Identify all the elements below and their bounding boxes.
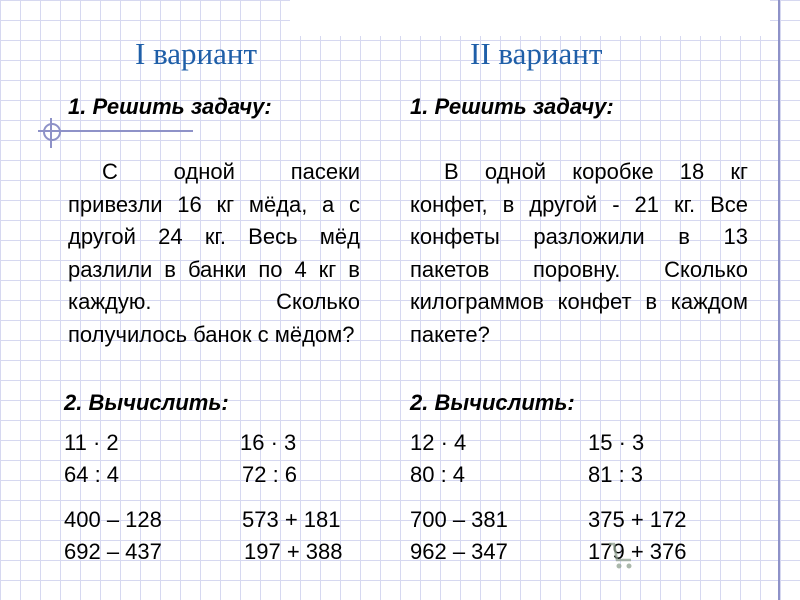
variant-1-title: I вариант [135,36,258,71]
variant-2-expression: 375 + 172 [588,507,687,532]
variant-2-expression: 81 : 3 [588,462,644,487]
variant-1-expression: 692 – 437 [64,539,162,564]
ruler-ring-icon [43,123,61,141]
variant-2-task1-heading: 1. Решить задачу: [410,94,614,119]
variant-2-expression: 12 · 4 [410,430,467,455]
variant-2-task2-heading: 2. Вычислить: [410,390,575,415]
variant-1-expression: 16 · 3 [240,430,297,455]
variant-1-expression: 11 · 2 [64,430,119,455]
variant-1-task1-heading: 1. Решить задачу: [68,94,272,119]
variant-2-title: II вариант [470,36,603,71]
cart-watermark-icon [607,540,635,570]
variant-2-expression: 179 + 376 [588,539,687,564]
variant-2-expression: 962 – 347 [410,539,508,564]
variant-1-expression: 72 : 6 [242,462,298,487]
variant-2-expression: 15 · 3 [588,430,645,455]
variant-2-problem-text: В одной коробке 18 кг конфет, в другой - 21 кг. Все конфеты разложили в 13 пакетов поровну. Сколько килограммов конфет в каждом пакете? [410,159,748,347]
variant-1-expression: 573 + 181 [242,507,341,532]
variant-2-expression: 80 : 4 [410,462,466,487]
right-margin-rule [778,0,780,600]
variant-1-problem-text: С одной пасеки привезли 16 кг мёда, а с другой 24 кг. Весь мёд разлили в банки по 4 кг в каждую. Сколько получилось банок с мёдом? [68,159,360,347]
variant-1-task2-heading: 2. Вычислить: [64,390,229,415]
variant-1-expression: 64 : 4 [64,462,120,487]
variant-1-expression: 197 + 388 [244,539,343,564]
left-ruler-line [38,130,193,132]
top-band [290,0,770,36]
variant-2-expression: 700 – 381 [410,507,508,532]
variant-1-expression: 400 – 128 [64,507,162,532]
